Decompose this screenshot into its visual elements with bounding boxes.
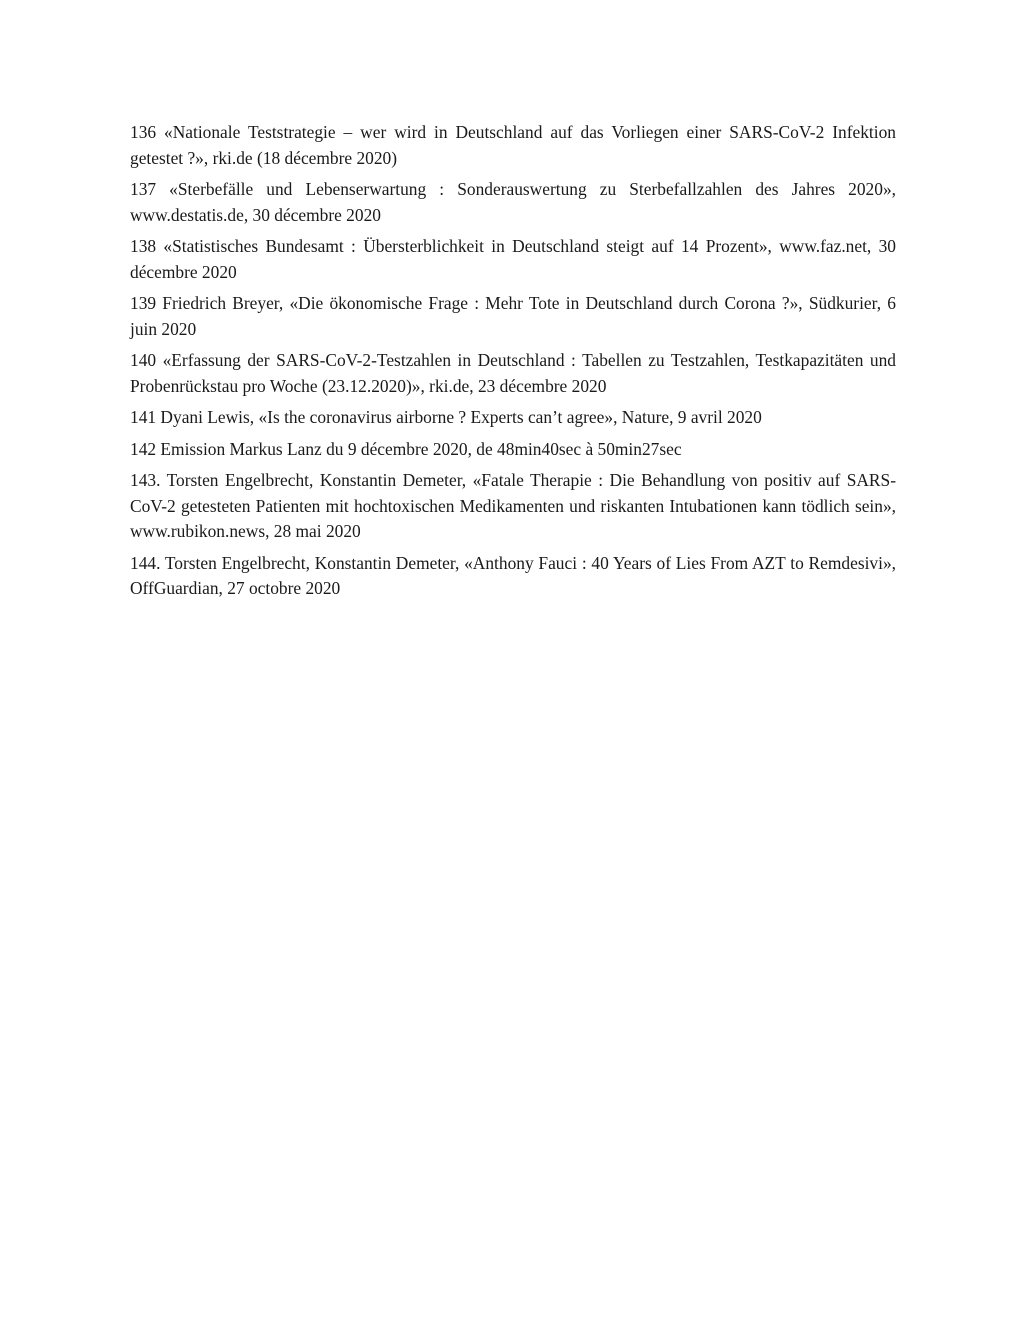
endnote-144: 144. Torsten Engelbrecht, Konstantin Demeter, «Anthony Fauci : 40 Years of Lies From AZT to Remdesivi», OffGuardian, 27 octobre 2020 [130, 552, 896, 598]
endnote-143: 143. Torsten Engelbrecht, Konstantin Demeter, «Fatale Therapie : Die Behandlung von positiv auf SARS-CoV-2 getesteten Patienten mit hochtoxischen Medikamenten und riskanten Intubationen kann tödlich sein», www.rubikon.news, 28 mai 2020 [130, 470, 896, 541]
endnotes-list [130, 120, 896, 608]
endnote-140: 140 «Erfassung der SARS-CoV-2-Testzahlen in Deutschland : Tabellen zu Testzahlen, Testkapazitäten und Probenrückstau pro Woche (23.12.2020)», rki.de, 23 décembre 2020 [130, 350, 896, 396]
endnote-139: 139 Friedrich Breyer, «Die ökonomische Frage : Mehr Tote in Deutschland durch Corona ?», Südkurier, 6 juin 2020 [130, 293, 896, 339]
endnote-137: 137 «Sterbefälle und Lebenserwartung : Sonderauswertung zu Sterbefallzahlen des Jahres 2020», www.destatis.de, 30 décembre 2020 [130, 179, 896, 225]
endnote-142: 142 Emission Markus Lanz du 9 décembre 2020, de 48min40sec à 50min27sec [130, 438, 682, 459]
endnote-141: 141 Dyani Lewis, «Is the coronavirus airborne ? Experts can’t agree», Nature, 9 avril 2020 [130, 407, 762, 427]
endnote-138: 138 «Statistisches Bundesamt : Übersterblichkeit in Deutschland steigt auf 14 Prozent», www.faz.net, 30 décembre 2020 [130, 236, 896, 282]
endnote-136: 136 «Nationale Teststrategie – wer wird in Deutschland auf das Vorliegen einer SARS-CoV-2 Infektion getestet ?», rki.de (18 décembre 2020) [130, 122, 896, 168]
